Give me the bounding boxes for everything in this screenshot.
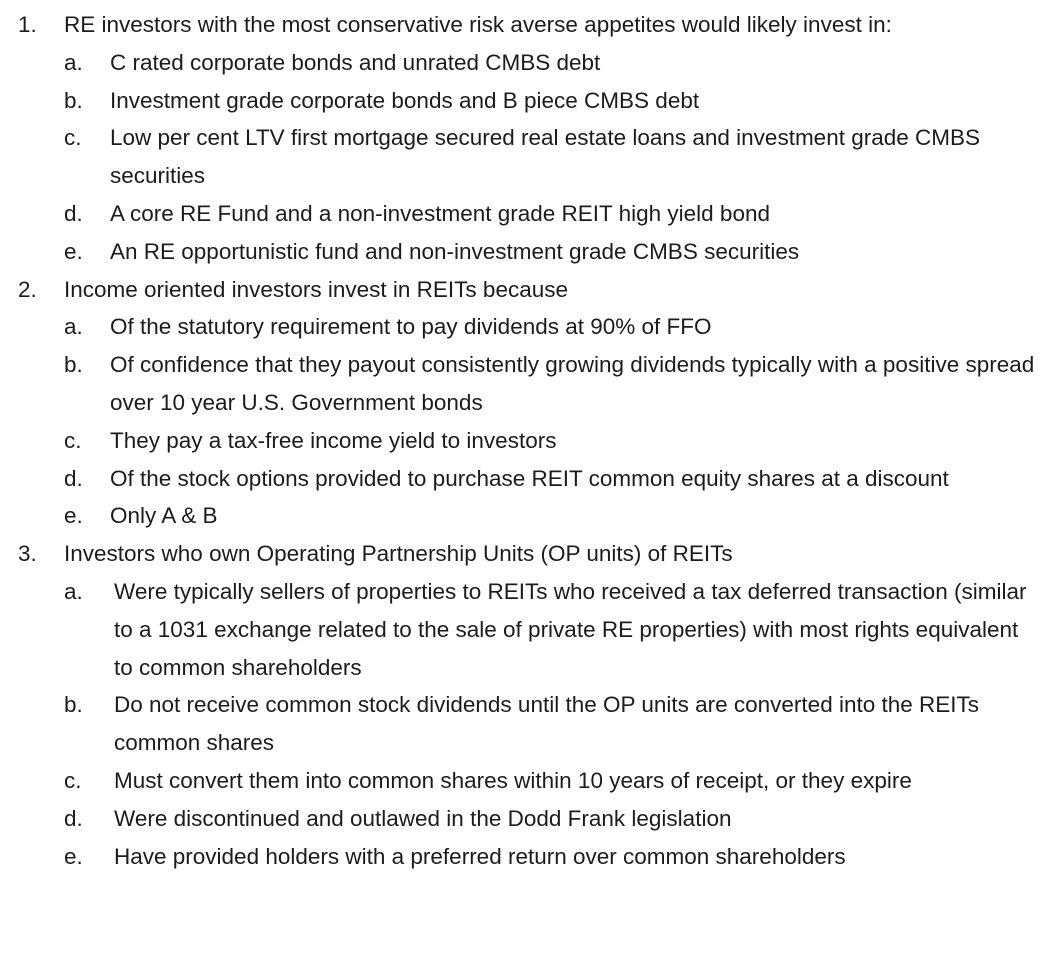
option-letter: c. [64,427,82,453]
option-2b [0,346,1049,422]
option-letter: e. [64,843,83,869]
option-text: Of confidence that they payout consistently growing dividends typically with a positive spread over 10 year U.S. Government bonds [110,352,1035,415]
option-3c [0,762,1049,800]
option-3e [0,838,1049,876]
option-letter: a. [64,578,83,604]
option-1d [0,195,1049,233]
option-letter: b. [64,692,83,718]
question-text: RE investors with the most conservative risk averse appetites would likely invest in: [64,12,892,37]
option-3d [0,800,1049,838]
option-1b [0,82,1049,120]
option-text: Have provided holders with a preferred return over common shareholders [114,843,846,869]
option-letter: d. [64,465,83,491]
option-1c [0,119,1049,195]
option-letter: b. [64,352,83,378]
option-letter: c. [64,125,82,151]
option-2d [0,460,1049,498]
option-letter: c. [64,767,82,793]
option-letter: a. [64,49,83,75]
option-text: They pay a tax-free income yield to investors [110,427,557,453]
option-text: Low per cent LTV first mortgage secured real estate loans and investment grade CMBS securities [110,125,981,189]
option-text: Only A & B [110,503,218,529]
option-letter: e. [64,503,83,529]
question-text: Investors who own Operating Partnership Units (OP units) of REITs [64,541,733,567]
option-letter: d. [64,200,83,226]
question-number: 1. [18,12,37,37]
option-text: Must convert them into common shares within 10 years of receipt, or they expire [114,767,912,793]
option-1a [0,44,1049,82]
option-text: Of the stock options provided to purchase REIT common equity shares at a discount [110,465,949,491]
option-2e [0,497,1049,535]
question-1 [0,6,1049,44]
option-2c [0,422,1049,460]
option-text: A core RE Fund and a non-investment grade REIT high yield bond [110,200,770,226]
option-text: C rated corporate bonds and unrated CMBS debt [110,49,601,75]
option-text: Of the statutory requirement to pay dividends at 90% of FFO [110,314,712,340]
option-3a [0,573,1049,686]
option-text: Investment grade corporate bonds and B piece CMBS debt [110,87,700,113]
option-text: An RE opportunistic fund and non-investment grade CMBS securities [110,238,800,264]
question-2 [0,271,1049,309]
option-text: Do not receive common stock dividends until the OP units are converted into the REITs common shares [114,692,980,756]
option-1e [0,233,1049,271]
question-number: 2. [18,276,37,302]
question-3 [0,535,1049,573]
option-letter: a. [64,314,83,340]
option-letter: e. [64,238,83,264]
option-letter: d. [64,805,83,831]
option-letter: b. [64,87,83,113]
option-2a [0,308,1049,346]
question-text: Income oriented investors invest in REITs because [64,276,568,302]
question-number: 3. [18,541,37,567]
option-text: Were discontinued and outlawed in the Dodd Frank legislation [114,805,732,831]
option-text: Were typically sellers of properties to REITs who received a tax deferred transaction (similar to a 1031 exchange related to the sale of private RE properties) with most rights equivalent to common shareholders [114,578,1027,680]
option-3b [0,686,1049,762]
